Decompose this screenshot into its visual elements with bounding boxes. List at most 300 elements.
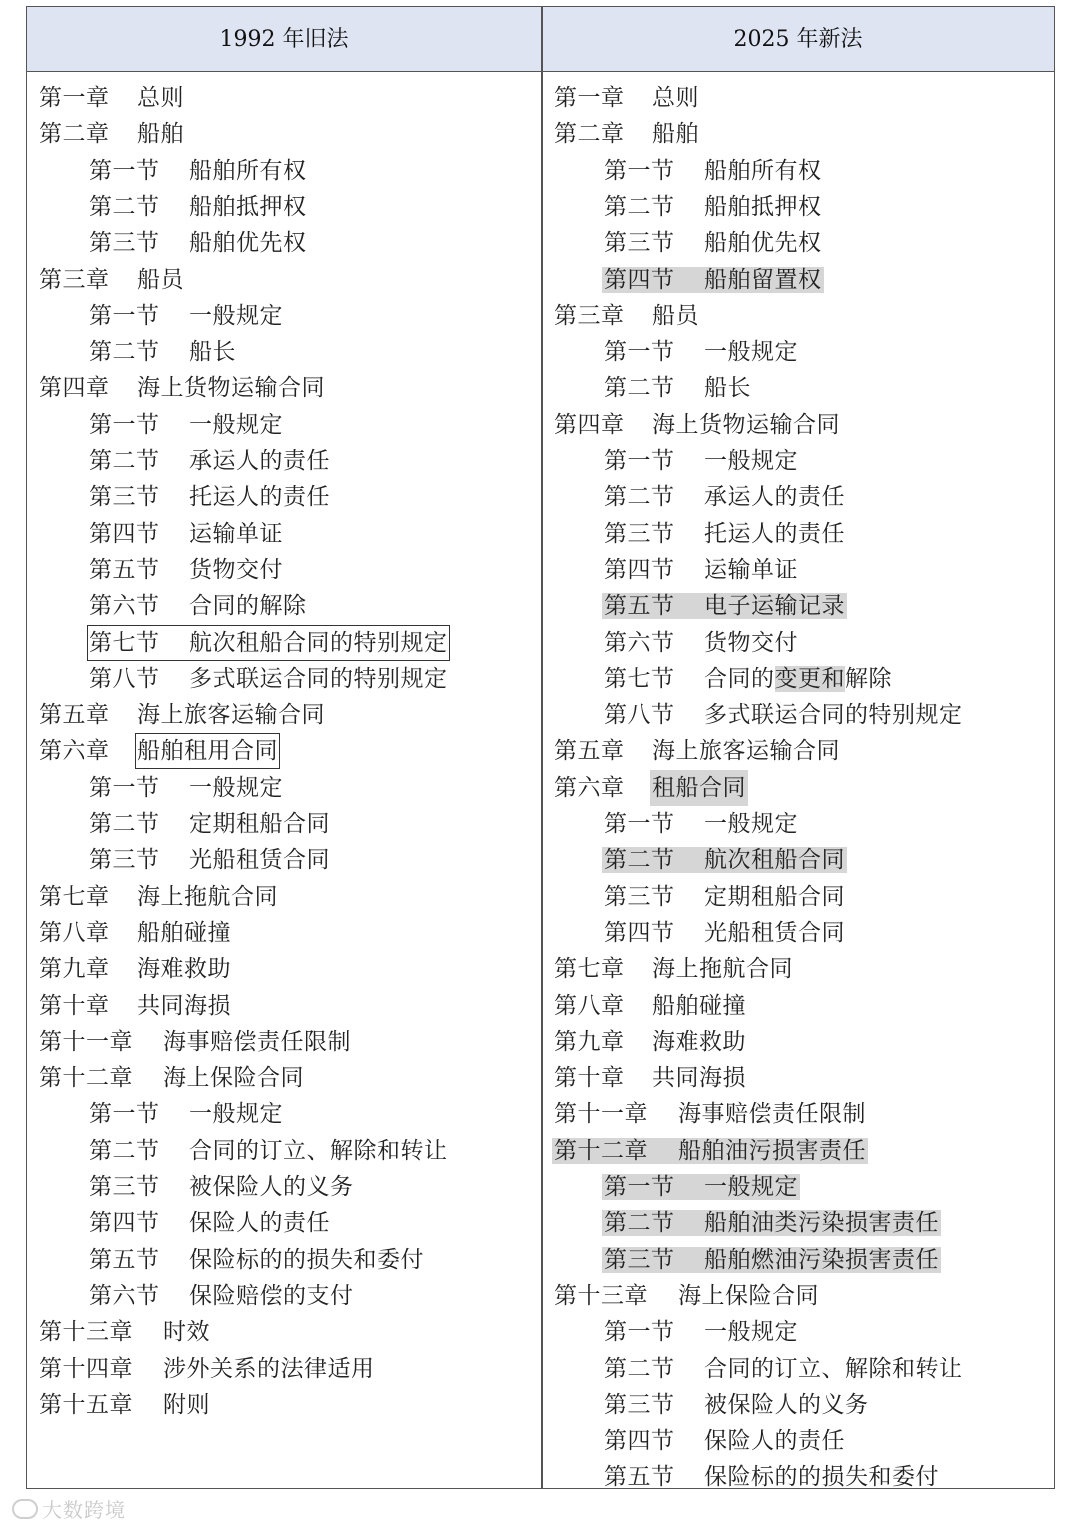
section-row: [87, 552, 285, 588]
row-content: [87, 448, 332, 474]
row-content: [602, 920, 847, 946]
header-old-law: 1992 年旧法: [219, 27, 349, 52]
chapter-title: 共同海损: [137, 992, 231, 1019]
row-content: [602, 448, 800, 474]
section-title: 光船租赁合同: [189, 847, 330, 874]
section-row: [87, 443, 332, 479]
section-number: 第四节: [89, 1210, 160, 1237]
chapter-title: 海事赔偿责任限制: [678, 1101, 866, 1128]
row-content: [87, 194, 309, 220]
section-title: 保险人的责任: [704, 1428, 845, 1455]
section-number: 第三节: [604, 520, 675, 547]
row-content: [602, 884, 847, 910]
row-content: [602, 484, 847, 510]
chapter-number: 第十三章: [39, 1319, 133, 1346]
section-number: 第一节: [604, 157, 675, 184]
chapter-title: 涉外关系的法律适用: [163, 1355, 375, 1382]
row-content: [552, 775, 748, 801]
row-content: [87, 557, 285, 583]
row-content: [87, 775, 285, 801]
chapter-row: [552, 1133, 868, 1169]
chapter-row: [37, 879, 280, 915]
chapter-number: 第四章: [39, 375, 110, 402]
chapter-row: [37, 80, 186, 116]
row-content: [37, 956, 233, 982]
row-content: [602, 847, 847, 873]
chapter-row: [552, 1096, 868, 1132]
section-number: 第四节: [89, 520, 160, 547]
row-content: [87, 847, 332, 873]
header-new-law: 2025 年新法: [733, 27, 863, 52]
row-content: [87, 630, 450, 656]
section-number: 第六节: [89, 593, 160, 620]
row-content: [37, 1065, 306, 1091]
section-title: 被保险人的义务: [189, 1174, 354, 1200]
chapter-title: 船舶碰撞: [137, 919, 231, 946]
row-content: [602, 1210, 941, 1236]
section-row: [87, 1096, 285, 1132]
section-number: 第五节: [604, 593, 675, 620]
row-content: [602, 666, 894, 692]
section-number: 第六节: [89, 1282, 160, 1309]
chapter-title: 时效: [163, 1319, 210, 1346]
section-number: 第二节: [604, 1355, 675, 1382]
title-highlighted-part: 变更和: [774, 665, 845, 692]
chapter-row: [552, 951, 795, 987]
section-number: 第三节: [604, 1391, 675, 1418]
section-row: [602, 262, 824, 298]
section-row: [602, 1169, 800, 1205]
section-number: 第一节: [89, 411, 160, 438]
row-content: [602, 267, 824, 293]
row-content: [602, 1319, 800, 1345]
section-number: 第七节: [604, 665, 675, 692]
row-content: [552, 1283, 821, 1309]
section-number: 第六节: [604, 629, 675, 656]
section-row: [602, 225, 824, 261]
watermark-logo-icon: [12, 1499, 38, 1519]
row-content: [87, 1283, 356, 1309]
row-content: [37, 1029, 353, 1055]
section-title: 被保险人的义务: [704, 1391, 869, 1418]
section-row: [602, 334, 800, 370]
row-content: [37, 85, 186, 111]
section-number: 第五节: [89, 556, 160, 583]
chapter-number: 第五章: [554, 738, 625, 765]
row-content: [602, 158, 824, 184]
section-title: 一般规定: [704, 339, 798, 366]
section-number: 第一节: [89, 774, 160, 801]
section-title: 航次租船合同的特别规定: [189, 629, 448, 656]
section-row: [602, 806, 800, 842]
section-row: [87, 407, 285, 443]
row-content: [602, 194, 824, 220]
section-title: 电子运输记录: [704, 593, 845, 620]
chapter-title: 海上拖航合同: [652, 956, 793, 983]
chapter-number: 第十一章: [554, 1101, 648, 1128]
section-row: [87, 770, 285, 806]
section-title: 航次租船合同: [704, 847, 845, 874]
row-content: [552, 956, 795, 982]
chapter-row: [552, 1060, 748, 1096]
section-row: [87, 588, 309, 624]
comparison-table: [26, 6, 1055, 1489]
chapter-number: 第四章: [554, 411, 625, 438]
chapter-number: 第六章: [39, 738, 110, 765]
row-content: [87, 484, 332, 510]
chapter-row: [552, 116, 701, 152]
row-content: [552, 85, 701, 111]
row-content: [552, 1065, 748, 1091]
chapter-number: 第十二章: [39, 1065, 133, 1092]
section-row: [87, 1169, 356, 1205]
row-content: [602, 702, 965, 728]
row-content: [87, 1138, 450, 1164]
section-number: 第二节: [89, 1137, 160, 1164]
section-row: [87, 153, 309, 189]
row-content: [552, 412, 842, 438]
chapter-title: 附则: [163, 1391, 210, 1418]
section-number: 第五节: [89, 1246, 160, 1273]
row-content: [552, 121, 701, 147]
section-number: 第一节: [604, 1319, 675, 1346]
section-title: 多式联运合同的特别规定: [189, 665, 448, 692]
row-content: [87, 1247, 426, 1273]
section-row: [602, 1423, 847, 1459]
section-title: 光船租赁合同: [704, 919, 845, 946]
section-row: [602, 443, 800, 479]
section-title: 承运人的责任: [704, 484, 845, 511]
chapter-number: 第十章: [39, 992, 110, 1019]
chapter-number: 第十一章: [39, 1028, 133, 1055]
chapter-number: 第二章: [554, 121, 625, 148]
section-row: [87, 1205, 332, 1241]
section-row: [87, 661, 450, 697]
row-content: [602, 811, 800, 837]
section-title: 船长: [189, 339, 236, 366]
row-content: [87, 811, 332, 837]
section-title: 一般规定: [704, 811, 798, 837]
section-row: [87, 625, 450, 661]
row-content: [87, 666, 450, 692]
section-row: [87, 516, 285, 552]
section-number: 第一节: [604, 1174, 675, 1200]
row-content: [602, 557, 800, 583]
chapter-row: [37, 951, 233, 987]
row-content: [87, 303, 285, 329]
section-row: [87, 1133, 450, 1169]
section-title: 一般规定: [704, 448, 798, 474]
section-row: [602, 1387, 871, 1423]
section-number: 第二节: [604, 375, 675, 402]
row-content: [602, 1247, 941, 1273]
section-row: [602, 1314, 800, 1350]
section-row: [87, 189, 309, 225]
row-content: [602, 1356, 965, 1382]
section-number: 第二节: [89, 448, 160, 474]
section-title: 定期租船合同: [189, 811, 330, 837]
section-row: [87, 1242, 426, 1278]
chapter-title: 海上旅客运输合同: [137, 702, 325, 729]
section-number: 第二节: [89, 339, 160, 366]
chapter-title: 租船合同: [650, 770, 748, 806]
section-row: [602, 625, 800, 661]
section-row: [602, 1242, 941, 1278]
chapter-number: 第一章: [39, 85, 110, 111]
chapter-number: 第十五章: [39, 1391, 133, 1418]
section-title: 运输单证: [189, 520, 283, 547]
section-row: [602, 479, 847, 515]
section-title: 船舶留置权: [704, 266, 822, 293]
section-number: 第一节: [89, 1101, 160, 1128]
row-content: [37, 1356, 377, 1382]
section-title: 多式联运合同的特别规定: [704, 702, 963, 729]
section-number: 第三节: [89, 230, 160, 257]
chapter-number: 第一章: [554, 85, 625, 111]
chapter-row: [37, 1387, 212, 1423]
section-number: 第五节: [604, 1464, 675, 1491]
chapter-row: [552, 407, 842, 443]
chapter-title: 海上保险合同: [678, 1282, 819, 1309]
section-title: 保险赔偿的支付: [189, 1282, 354, 1309]
chapter-title: 总则: [652, 85, 699, 111]
section-title: 一般规定: [704, 1319, 798, 1346]
section-title: 合同的订立、解除和转让: [189, 1137, 448, 1164]
section-row: [87, 842, 332, 878]
row-content: [37, 1319, 212, 1345]
row-content: [552, 303, 701, 329]
chapter-title: 海上旅客运输合同: [652, 738, 840, 765]
section-title: 一般规定: [189, 302, 283, 329]
section-row: [87, 298, 285, 334]
section-row: [602, 1205, 941, 1241]
row-content: [37, 993, 233, 1019]
section-number: 第一节: [604, 339, 675, 366]
chapter-row: [37, 697, 327, 733]
section-title: 船舶优先权: [704, 230, 822, 257]
chapter-row: [37, 915, 233, 951]
section-number: 第三节: [604, 883, 675, 910]
chapter-title: 共同海损: [652, 1065, 746, 1092]
chapter-row: [552, 80, 701, 116]
section-row: [602, 370, 753, 406]
chapter-number: 第三章: [554, 302, 625, 329]
row-content: [37, 267, 186, 293]
row-content: [602, 630, 800, 656]
section-row: [602, 879, 847, 915]
section-number: 第二节: [89, 811, 160, 837]
section-title: 船舶所有权: [704, 157, 822, 184]
chapter-number: 第十二章: [554, 1137, 648, 1164]
chapter-title: 海难救助: [137, 956, 231, 983]
section-row: [87, 806, 332, 842]
section-row: [602, 661, 894, 697]
row-content: [87, 339, 238, 365]
section-title: 保险标的的损失和委付: [704, 1464, 939, 1491]
section-number: 第三节: [89, 484, 160, 511]
section-title: 一般规定: [189, 411, 283, 438]
chapter-title: 总则: [137, 85, 184, 111]
chapter-title: 海上保险合同: [163, 1065, 304, 1092]
section-title: 一般规定: [189, 774, 283, 801]
section-number: 第一节: [89, 302, 160, 329]
section-title: 定期租船合同: [704, 883, 845, 910]
section-number: 第二节: [89, 193, 160, 220]
section-title: 合同的解除: [189, 593, 307, 620]
row-content: [552, 1138, 868, 1164]
row-content: [602, 521, 847, 547]
chapter-number: 第五章: [39, 702, 110, 729]
row-content: [552, 993, 748, 1019]
section-title: 船舶优先权: [189, 230, 307, 257]
chapter-row: [37, 262, 186, 298]
chapter-title: 船舶: [137, 121, 184, 148]
row-content: [87, 1174, 356, 1200]
chapter-number: 第六章: [554, 774, 625, 801]
row-content: [552, 1029, 748, 1055]
column-divider: [541, 7, 543, 1488]
chapter-number: 第十章: [554, 1065, 625, 1092]
section-number: 第七节: [89, 629, 160, 656]
chapter-title: 海事赔偿责任限制: [163, 1028, 351, 1055]
chapter-title: 船员: [652, 302, 699, 329]
row-content: [37, 121, 186, 147]
section-title: 保险人的责任: [189, 1210, 330, 1237]
chapter-number: 第九章: [39, 956, 110, 983]
chapter-number: 第八章: [39, 919, 110, 946]
row-content: [602, 1464, 941, 1490]
row-content: [602, 1174, 800, 1200]
section-title: 船舶抵押权: [189, 193, 307, 220]
section-number: 第三节: [89, 847, 160, 874]
section-row: [87, 1278, 356, 1314]
chapter-number: 第七章: [39, 883, 110, 910]
section-number: 第八节: [89, 665, 160, 692]
section-number: 第一节: [604, 811, 675, 837]
chapter-row: [37, 733, 280, 769]
row-content: [37, 884, 280, 910]
title-part: 合同的: [704, 665, 775, 692]
row-content: [602, 1428, 847, 1454]
row-content: [87, 1210, 332, 1236]
section-number: 第八节: [604, 702, 675, 729]
chapter-title: 船舶: [652, 121, 699, 148]
chapter-number: 第七章: [554, 956, 625, 983]
chapter-number: 第十三章: [554, 1282, 648, 1309]
row-content: [602, 375, 753, 401]
section-row: [602, 552, 800, 588]
section-number: 第二节: [604, 847, 675, 874]
section-number: 第一节: [604, 448, 675, 474]
chapter-row: [37, 1314, 212, 1350]
chapter-row: [37, 1024, 353, 1060]
chapter-row: [552, 988, 748, 1024]
chapter-number: 第十四章: [39, 1355, 133, 1382]
chapter-title: 船舶碰撞: [652, 992, 746, 1019]
chapter-number: 第九章: [554, 1028, 625, 1055]
row-content: [87, 1101, 285, 1127]
section-number: 第二节: [604, 1210, 675, 1237]
section-row: [602, 1459, 941, 1495]
section-title: 合同的订立、解除和转让: [704, 1355, 963, 1382]
chapter-title: 海上拖航合同: [137, 883, 278, 910]
section-number: 第三节: [604, 1246, 675, 1273]
chapter-row: [37, 1351, 377, 1387]
section-number: 第三节: [604, 230, 675, 257]
chapter-number: 第八章: [554, 992, 625, 1019]
section-row: [87, 225, 309, 261]
section-number: 第一节: [89, 157, 160, 184]
row-content: [87, 158, 309, 184]
chapter-row: [552, 1278, 821, 1314]
section-title: 运输单证: [704, 556, 798, 583]
chapter-row: [552, 733, 842, 769]
section-number: 第二节: [604, 484, 675, 511]
title-part: 解除: [845, 665, 892, 692]
chapter-title: 海上货物运输合同: [652, 411, 840, 438]
row-content: [87, 230, 309, 256]
chapter-title: 船员: [137, 266, 184, 293]
row-content: [602, 339, 800, 365]
chapter-row: [552, 298, 701, 334]
section-row: [602, 842, 847, 878]
section-row: [602, 1351, 965, 1387]
section-number: 第四节: [604, 266, 675, 293]
row-content: [552, 738, 842, 764]
section-row: [602, 153, 824, 189]
chapter-row: [37, 116, 186, 152]
row-content: [37, 1392, 212, 1418]
row-content: [552, 1101, 868, 1127]
section-title: 承运人的责任: [189, 448, 330, 474]
row-content: [602, 593, 847, 619]
chapter-title: 海上货物运输合同: [137, 375, 325, 402]
section-title: 船长: [704, 375, 751, 402]
chapter-number: 第三章: [39, 266, 110, 293]
section-title: 船舶所有权: [189, 157, 307, 184]
row-content: [87, 593, 309, 619]
section-title: 货物交付: [189, 556, 283, 583]
section-row: [87, 479, 332, 515]
section-title: 托运人的责任: [704, 520, 845, 547]
section-row: [602, 915, 847, 951]
section-number: 第四节: [604, 919, 675, 946]
chapter-number: 第二章: [39, 121, 110, 148]
section-row: [602, 588, 847, 624]
chapter-row: [37, 988, 233, 1024]
row-content: [87, 412, 285, 438]
row-content: [602, 230, 824, 256]
chapter-title: 船舶租用合同: [135, 733, 280, 769]
section-number: 第三节: [89, 1174, 160, 1200]
section-row: [87, 334, 238, 370]
section-title: 托运人的责任: [189, 484, 330, 511]
section-title: 船舶油类污染损害责任: [704, 1210, 939, 1237]
row-content: [37, 375, 327, 401]
section-title: 一般规定: [704, 1174, 798, 1200]
row-content: [37, 738, 280, 764]
row-content: [37, 702, 327, 728]
section-title: 保险标的的损失和委付: [189, 1246, 424, 1273]
row-content: [37, 920, 233, 946]
row-content: [602, 1392, 871, 1418]
watermark: [12, 1494, 126, 1523]
section-number: 第二节: [604, 193, 675, 220]
section-title: 货物交付: [704, 629, 798, 656]
watermark-text: 大数跨境: [42, 1498, 126, 1522]
row-content: [87, 521, 285, 547]
section-title: 一般规定: [189, 1101, 283, 1128]
